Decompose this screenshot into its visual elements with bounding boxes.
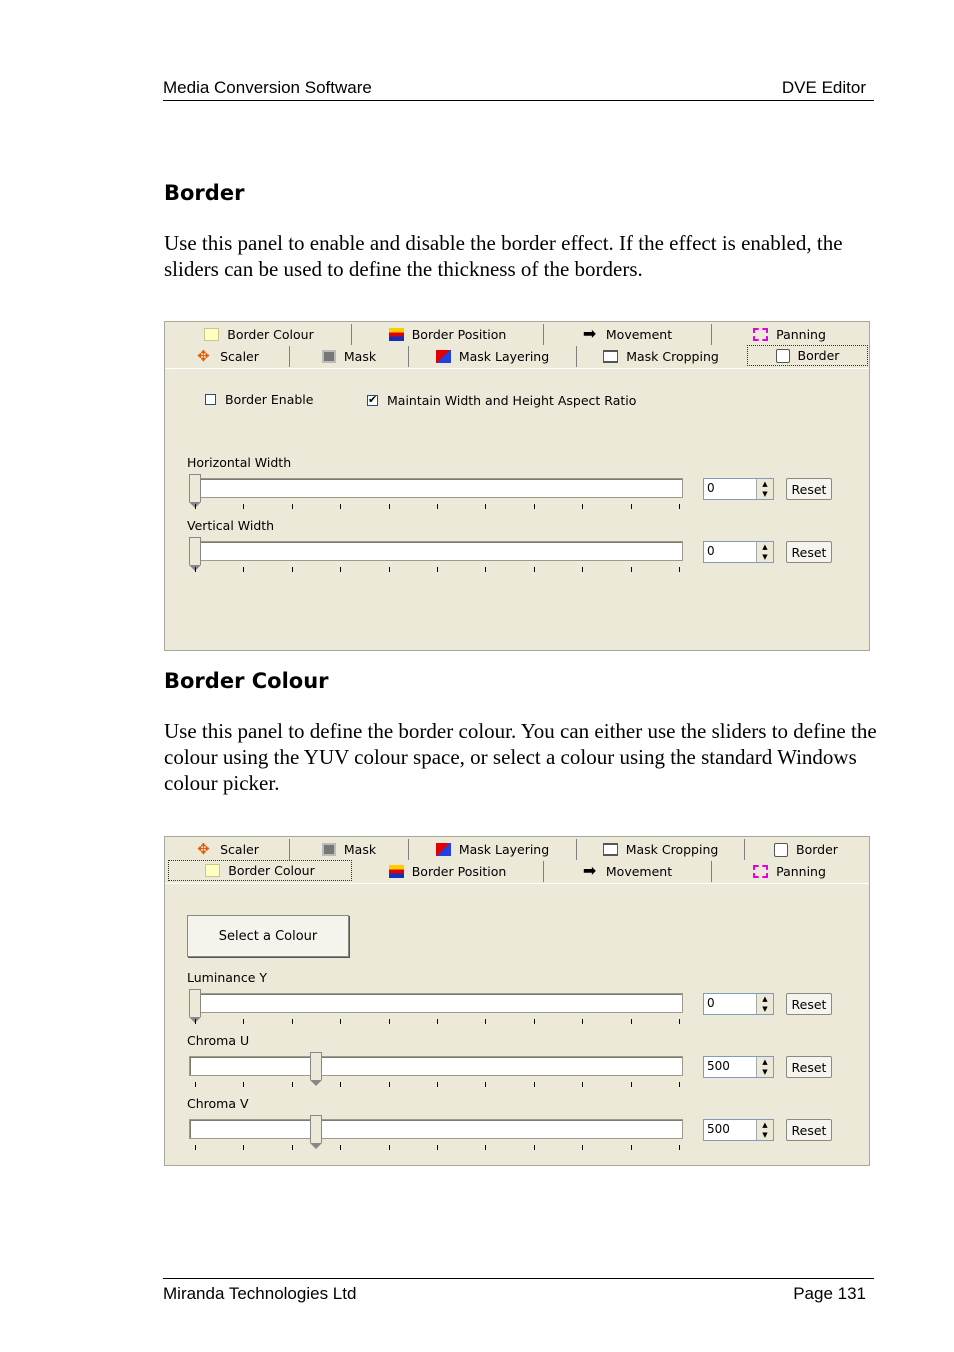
tab-movement[interactable] (544, 324, 712, 345)
tab-label: Mask Cropping (625, 842, 719, 857)
tab-row-top (167, 839, 867, 861)
tab-label: Border Colour (227, 327, 314, 342)
checkbox-label: Border Enable (225, 392, 314, 407)
slider-tick (534, 1019, 535, 1024)
slider-tick (437, 1019, 438, 1024)
tab-mask-cropping[interactable] (577, 839, 745, 860)
tab-mask-layering[interactable] (409, 346, 577, 367)
page-footer (163, 1278, 874, 1307)
slider-tick (582, 1019, 583, 1024)
panning-icon (753, 328, 768, 341)
spinner-value: 500 (707, 1122, 730, 1136)
page-header (163, 76, 874, 101)
vertical-reset-button[interactable]: Reset (786, 541, 832, 563)
luminance-spinner[interactable] (703, 993, 774, 1015)
spinner-value: 0 (707, 996, 715, 1010)
slider-tick (340, 1145, 341, 1150)
slider-tick (631, 567, 632, 572)
slider-tick (292, 1145, 293, 1150)
border-icon (776, 349, 790, 363)
luminance-slider[interactable] (189, 989, 685, 1029)
slider-tick (195, 1019, 196, 1024)
slider-tick (582, 504, 583, 509)
slider-track (189, 993, 683, 1013)
slider-tick (243, 567, 244, 572)
slider-tick (243, 1019, 244, 1024)
slider-thumb[interactable] (310, 1052, 322, 1080)
slider-tick (292, 504, 293, 509)
tab-label: Mask Layering (458, 349, 550, 364)
checkbox-box (367, 395, 378, 406)
border-icon (774, 843, 788, 857)
border-panel (164, 321, 870, 651)
tab-label: Scaler (220, 349, 259, 364)
border-colour-icon (205, 864, 220, 877)
slider-tick (534, 567, 535, 572)
tab-row-bottom (167, 346, 867, 368)
slider-tick (389, 504, 390, 509)
tab-border-position[interactable] (352, 861, 544, 882)
header-left: Media Conversion Software (163, 78, 372, 97)
tab-label: Mask Layering (458, 842, 550, 857)
slider-tick (243, 1145, 244, 1150)
slider-tick (195, 1145, 196, 1150)
slider-tick (389, 1019, 390, 1024)
maintain-aspect-checkbox[interactable] (367, 393, 636, 408)
slider-ticks (195, 1145, 680, 1151)
chroma-v-reset-button[interactable]: Reset (786, 1119, 832, 1141)
slider-tick (582, 1082, 583, 1087)
slider-tick (534, 1145, 535, 1150)
slider-ticks (195, 1082, 680, 1088)
slider-tick (631, 1019, 632, 1024)
tab-border-colour[interactable] (167, 324, 352, 345)
movement-arrow-icon (583, 865, 598, 878)
select-colour-button[interactable]: Select a Colour (187, 915, 349, 957)
scaler-icon (197, 843, 212, 856)
chroma-u-slider[interactable] (189, 1052, 685, 1092)
spinner-arrows-icon[interactable]: ▲ ▼ (756, 994, 773, 1014)
slider-tick (437, 504, 438, 509)
slider-tick (292, 1082, 293, 1087)
slider-tick (485, 567, 486, 572)
tab-label: Panning (776, 327, 826, 342)
tab-row-bottom (167, 861, 867, 883)
mask-icon (322, 350, 336, 363)
slider-tick (195, 504, 196, 509)
tab-scaler[interactable] (167, 839, 290, 860)
chroma-v-slider[interactable] (189, 1115, 685, 1155)
slider-tick (631, 504, 632, 509)
slider-tick (631, 1082, 632, 1087)
tab-mask[interactable] (290, 839, 409, 860)
spinner-arrows-icon[interactable]: ▲ ▼ (756, 1057, 773, 1077)
tab-panning[interactable] (712, 324, 867, 345)
tab-row-top (167, 324, 867, 346)
slider-tick (292, 567, 293, 572)
tab-label: Movement (605, 864, 673, 879)
tab-label: Border Colour (228, 863, 315, 878)
scaler-icon (197, 350, 212, 363)
tab-border-colour-selected[interactable] (168, 860, 352, 881)
slider-tick (679, 567, 680, 572)
tab-label: Border Position (411, 864, 507, 879)
slider-tick (534, 504, 535, 509)
slider-tick (389, 1145, 390, 1150)
slider-tick (437, 1082, 438, 1087)
slider-ticks (195, 1019, 680, 1025)
tab-label: Scaler (220, 842, 259, 857)
border-colour-panel (164, 836, 870, 1166)
border-colour-icon (204, 328, 219, 341)
horizontal-width-spinner[interactable] (703, 478, 774, 500)
horizontal-width-slider[interactable] (189, 474, 685, 514)
tab-panning[interactable] (712, 861, 867, 882)
horizontal-width-label: Horizontal Width (187, 455, 292, 470)
spinner-value: 500 (707, 1059, 730, 1073)
chroma-v-label: Chroma V (187, 1096, 249, 1111)
slider-ticks (195, 567, 680, 573)
slider-tick (679, 1019, 680, 1024)
tab-movement[interactable] (544, 861, 712, 882)
slider-tick (582, 1145, 583, 1150)
section-title-border: Border (164, 181, 245, 205)
border-position-icon (389, 328, 404, 341)
tab-label: Border Position (411, 327, 507, 342)
slider-tick (679, 1082, 680, 1087)
slider-tick (437, 1145, 438, 1150)
spinner-arrows-icon[interactable]: ▲ ▼ (756, 542, 773, 562)
tab-label: Mask Cropping (626, 349, 719, 364)
vertical-width-label: Vertical Width (187, 518, 275, 533)
chroma-u-reset-button[interactable]: Reset (786, 1056, 832, 1078)
slider-track (189, 1056, 683, 1076)
horizontal-reset-button[interactable]: Reset (786, 478, 832, 500)
footer-left: Miranda Technologies Ltd (163, 1284, 357, 1303)
mask-cropping-icon (603, 350, 618, 363)
spinner-arrows-icon[interactable]: ▲ ▼ (756, 1120, 773, 1140)
border-enable-checkbox[interactable] (205, 392, 313, 407)
checkbox-label: Maintain Width and Height Aspect Ratio (387, 393, 637, 408)
slider-tick (292, 1019, 293, 1024)
tab-mask-cropping[interactable] (577, 346, 745, 367)
slider-tick (485, 1019, 486, 1024)
header-right: DVE Editor (781, 78, 866, 97)
slider-tick (485, 1082, 486, 1087)
section-text-border: Use this panel to enable and disable the border effect. If the effect is enabled, the sliders can be used to define the thickness of the borders. (164, 231, 843, 281)
tab-label: Movement (605, 327, 673, 342)
mask-layering-icon (436, 843, 451, 856)
spinner-value: 0 (707, 481, 715, 495)
slider-tick (340, 1019, 341, 1024)
slider-thumb[interactable] (189, 474, 201, 502)
slider-track (189, 1119, 683, 1139)
slider-tick (389, 1082, 390, 1087)
luminance-reset-button[interactable]: Reset (786, 993, 832, 1015)
checkbox-box (205, 394, 216, 405)
tab-border-position[interactable] (352, 324, 544, 345)
movement-arrow-icon (583, 328, 598, 341)
slider-tick (340, 567, 341, 572)
slider-thumb[interactable] (189, 989, 201, 1017)
section-text-border-colour: Use this panel to define the border colour. You can either use the sliders to define the colour using the YUV colour space, or select a colour using the standard Windows colour picker. (164, 719, 877, 795)
tab-scaler[interactable] (167, 346, 290, 367)
vertical-width-slider[interactable] (189, 537, 685, 577)
spinner-arrows-icon[interactable]: ▲ ▼ (756, 479, 773, 499)
slider-tick (582, 567, 583, 572)
slider-tick (195, 1082, 196, 1087)
tab-label: Mask (343, 349, 377, 364)
slider-tick (340, 1082, 341, 1087)
slider-track (189, 478, 683, 498)
slider-tick (631, 1145, 632, 1150)
slider-track (189, 541, 683, 561)
slider-tick (389, 567, 390, 572)
tab-border[interactable] (745, 839, 867, 860)
panning-icon (753, 865, 768, 878)
slider-tick (243, 1082, 244, 1087)
footer-right: Page 131 (793, 1284, 866, 1303)
slider-tick (243, 504, 244, 509)
mask-layering-icon (436, 350, 451, 363)
section-title-border-colour: Border Colour (164, 669, 329, 693)
tab-mask[interactable] (290, 346, 409, 367)
slider-tick (534, 1082, 535, 1087)
tab-label: Border (796, 842, 838, 857)
slider-tick (485, 504, 486, 509)
mask-cropping-icon (603, 843, 618, 856)
tab-label: Panning (776, 864, 826, 879)
luminance-label: Luminance Y (187, 970, 267, 985)
chroma-u-spinner[interactable] (703, 1056, 774, 1078)
tab-label: Mask (343, 842, 377, 857)
slider-tick (340, 504, 341, 509)
slider-tick (679, 504, 680, 509)
chroma-u-label: Chroma U (187, 1033, 250, 1048)
slider-tick (679, 1145, 680, 1150)
vertical-width-spinner[interactable] (703, 541, 774, 563)
tab-border-selected[interactable] (747, 345, 868, 366)
slider-tick (485, 1145, 486, 1150)
mask-icon (322, 843, 336, 856)
border-position-icon (389, 865, 404, 878)
slider-ticks (195, 504, 680, 510)
slider-thumb[interactable] (310, 1115, 322, 1143)
tab-mask-layering[interactable] (409, 839, 577, 860)
slider-thumb[interactable] (189, 537, 201, 565)
slider-tick (195, 567, 196, 572)
chroma-v-spinner[interactable] (703, 1119, 774, 1141)
slider-tick (437, 567, 438, 572)
tab-label: Border (797, 348, 840, 363)
spinner-value: 0 (707, 544, 715, 558)
